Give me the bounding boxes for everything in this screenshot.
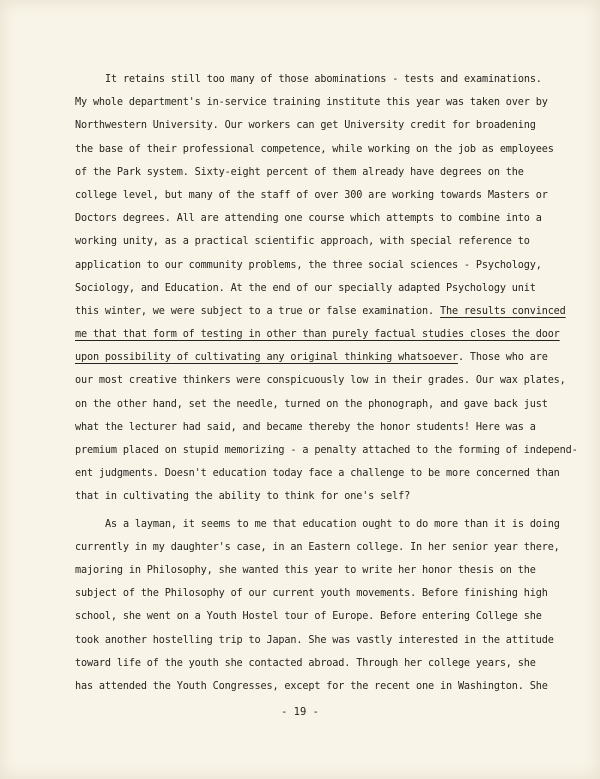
underlined-text: The results convinced bbox=[440, 305, 566, 317]
text-line bbox=[75, 254, 550, 277]
text-segment: ent judgments. Doesn't education today face a challenge to be more concerned than bbox=[75, 468, 560, 480]
text-line bbox=[75, 652, 550, 675]
page-number: - 19 - bbox=[281, 706, 319, 718]
text-segment: It retains still too many of those abominations - tests and examinations. bbox=[105, 74, 542, 85]
text-segment: college level, but many of the staff of over 300 are working towards Masters or bbox=[75, 189, 548, 201]
text-line bbox=[75, 416, 550, 439]
text-line bbox=[75, 439, 578, 462]
text-line bbox=[75, 675, 550, 698]
typewritten-text-body bbox=[75, 68, 578, 698]
text-line bbox=[75, 207, 550, 230]
text-line bbox=[75, 582, 550, 605]
text-line bbox=[75, 68, 550, 91]
text-segment: . Those who are bbox=[457, 352, 548, 364]
text-segment: As a layman, it seems to me that education ought to do more than it is doing bbox=[105, 518, 560, 530]
text-segment: currently in my daughter's case, in an Eastern college. In her senior year there, bbox=[75, 541, 560, 553]
text-segment: our most creative thinkers were conspicuously low in their grades. Our wax plates, bbox=[75, 375, 566, 387]
paragraph bbox=[75, 68, 578, 509]
text-line bbox=[75, 300, 566, 323]
text-segment: of the Park system. Sixty-eight percent of them already have degrees on the bbox=[75, 166, 524, 178]
text-segment: what the lecturer had said, and became thereby the honor students! Here was a bbox=[75, 421, 536, 433]
text-segment: has attended the Youth Congresses, except for the recent one in Washington. She bbox=[75, 680, 548, 692]
text-line bbox=[75, 605, 550, 628]
text-line bbox=[75, 559, 550, 582]
text-line bbox=[75, 114, 550, 137]
text-segment: Doctors degrees. All are attending one course which attempts to combine into a bbox=[75, 213, 542, 225]
text-segment: toward life of the youth she contacted abroad. Through her college years, she bbox=[75, 657, 536, 669]
text-segment: My whole department's in-service training institute this year was taken over by bbox=[75, 97, 548, 109]
text-line bbox=[75, 161, 550, 184]
text-segment: working unity, as a practical scientific approach, with special reference to bbox=[75, 236, 530, 248]
text-segment: Sociology, and Education. At the end of our specially adapted Psychology unit bbox=[75, 282, 536, 294]
text-line bbox=[75, 369, 566, 392]
text-segment: Northwestern University. Our workers can get University credit for broadening bbox=[75, 120, 536, 132]
text-line bbox=[75, 513, 560, 536]
text-segment: this winter, we were subject to a true or false examination. bbox=[75, 305, 440, 317]
text-line bbox=[75, 184, 550, 207]
text-segment: took another hostelling trip to Japan. She was vastly interested in the attitude bbox=[75, 634, 554, 646]
text-line bbox=[75, 393, 550, 416]
text-line bbox=[75, 277, 550, 300]
text-segment: majoring in Philosophy, she wanted this year to write her honor thesis on the bbox=[75, 564, 536, 576]
text-segment: application to our community problems, the three social sciences - Psychology, bbox=[75, 259, 542, 271]
text-line bbox=[75, 536, 560, 559]
text-segment: premium placed on stupid memorizing - a penalty attached to the forming of independ- bbox=[75, 445, 578, 456]
underlined-text: upon possibility of cultivating any original thinking whatsoever bbox=[75, 352, 458, 364]
text-segment: subject of the Philosophy of our current youth movements. Before finishing high bbox=[75, 588, 548, 600]
text-line bbox=[75, 91, 550, 114]
text-line bbox=[75, 323, 560, 346]
underlined-text: me that that form of testing in other than purely factual studies closes the door bbox=[75, 329, 560, 341]
text-line bbox=[75, 138, 554, 161]
text-line bbox=[75, 346, 550, 369]
text-line bbox=[75, 230, 550, 253]
text-segment: on the other hand, set the needle, turned on the phonograph, and gave back just bbox=[75, 398, 548, 410]
text-segment: that in cultivating the ability to think for one's self? bbox=[75, 491, 411, 503]
text-line bbox=[75, 629, 554, 652]
text-line bbox=[75, 462, 560, 485]
paragraph bbox=[75, 513, 560, 699]
text-segment: the base of their professional competence, while working on the job as employees bbox=[75, 143, 554, 155]
text-line bbox=[75, 485, 550, 508]
text-segment: school, she went on a Youth Hostel tour of Europe. Before entering College she bbox=[75, 611, 542, 623]
